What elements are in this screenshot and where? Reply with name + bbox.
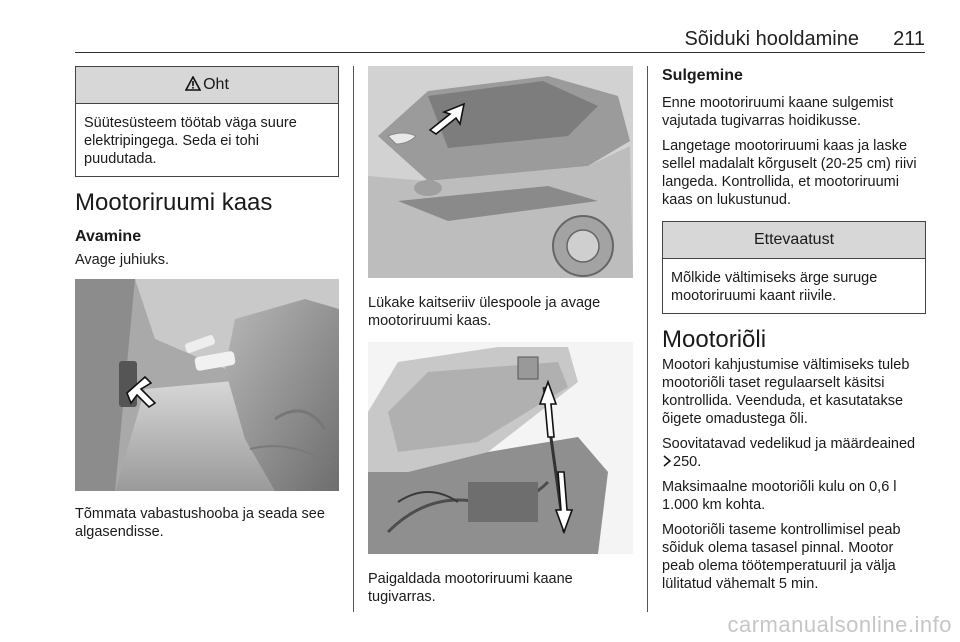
paragraph-2: Langetage mootoriruumi kaas ja laske sellel madalalt kõrguselt (20-25 cm) riivi langeda. Kontrollida, et mootoriruumi kaas on lukustunud.: [662, 138, 917, 208]
figure-release-lever: [75, 279, 339, 491]
caution-box-header: Ettevaatust: [663, 222, 925, 259]
figure-caption: Tõmmata vabastushooba ja seada see algasendisse.: [75, 506, 325, 540]
intro-text: Avage juhiuks.: [75, 252, 170, 268]
hood-latch-illustration: [368, 66, 633, 278]
subsection-title: Avamine: [75, 228, 142, 245]
danger-box: [75, 66, 339, 177]
column-divider: [353, 66, 354, 612]
paragraph-5: Maksimaalne mootoriõli kulu on 0,6 l 1.000 km kohta.: [662, 479, 897, 513]
figure2-caption: Paigaldada mootoriruumi kaane tugivarras.: [368, 571, 573, 605]
figure-support-rod: [368, 342, 633, 554]
page-reference[interactable]: 250.: [673, 454, 702, 470]
release-lever-illustration: [75, 279, 339, 491]
figure-hood-latch: [368, 66, 633, 278]
danger-box-header: [76, 67, 338, 104]
danger-label: Oht: [203, 76, 229, 93]
paragraph-4-text: Soovitatavad vedelikud ja määrdeained: [662, 436, 916, 452]
column-2: [368, 66, 633, 606]
support-rod-illustration: [368, 342, 633, 554]
section-title: Mootoriruumi kaas: [75, 189, 273, 216]
column-3: [662, 66, 926, 593]
warning-icon: [185, 76, 201, 91]
figure1-caption: Lükake kaitseriiv ülespoole ja avage mootoriruumi kaas.: [368, 295, 601, 329]
danger-text: Süütesüsteem töötab väga suure elektripingega. Seda ei tohi puudutada.: [84, 115, 297, 167]
paragraph-1: Enne mootoriruumi kaane sulgemist vajutada tugivarras hoidikusse.: [662, 95, 894, 129]
paragraph-6: Mootoriõli taseme kontrollimisel peab sõiduk olema tasasel pinnal. Mootor peab olema töötemperatuuril ja välja lülitatud vähemalt 5 min.: [662, 522, 901, 592]
watermark: carmanualsonline.info: [727, 612, 952, 637]
page-number: 211: [893, 28, 925, 50]
caution-text: Mõlkide vältimiseks ärge suruge mootoriruumi kaant riivile.: [671, 270, 878, 304]
paragraph-3: Mootori kahjustumise vältimiseks tuleb mootoriõli taset regulaarselt käsitsi kontrollida. Veenduda, et kasutatakse õigete omadustega õli.: [662, 357, 910, 427]
page-reference-icon: [663, 455, 672, 467]
caution-box: [662, 221, 926, 314]
page-header: [75, 26, 925, 53]
header-title: Sõiduki hooldamine: [684, 28, 859, 50]
column-1: [75, 66, 339, 541]
section-engine-oil: Mootoriõli: [662, 326, 767, 353]
subsection-closing: Sulgemine: [662, 67, 743, 84]
column-divider: [647, 66, 648, 612]
paragraph-4: [662, 435, 926, 471]
